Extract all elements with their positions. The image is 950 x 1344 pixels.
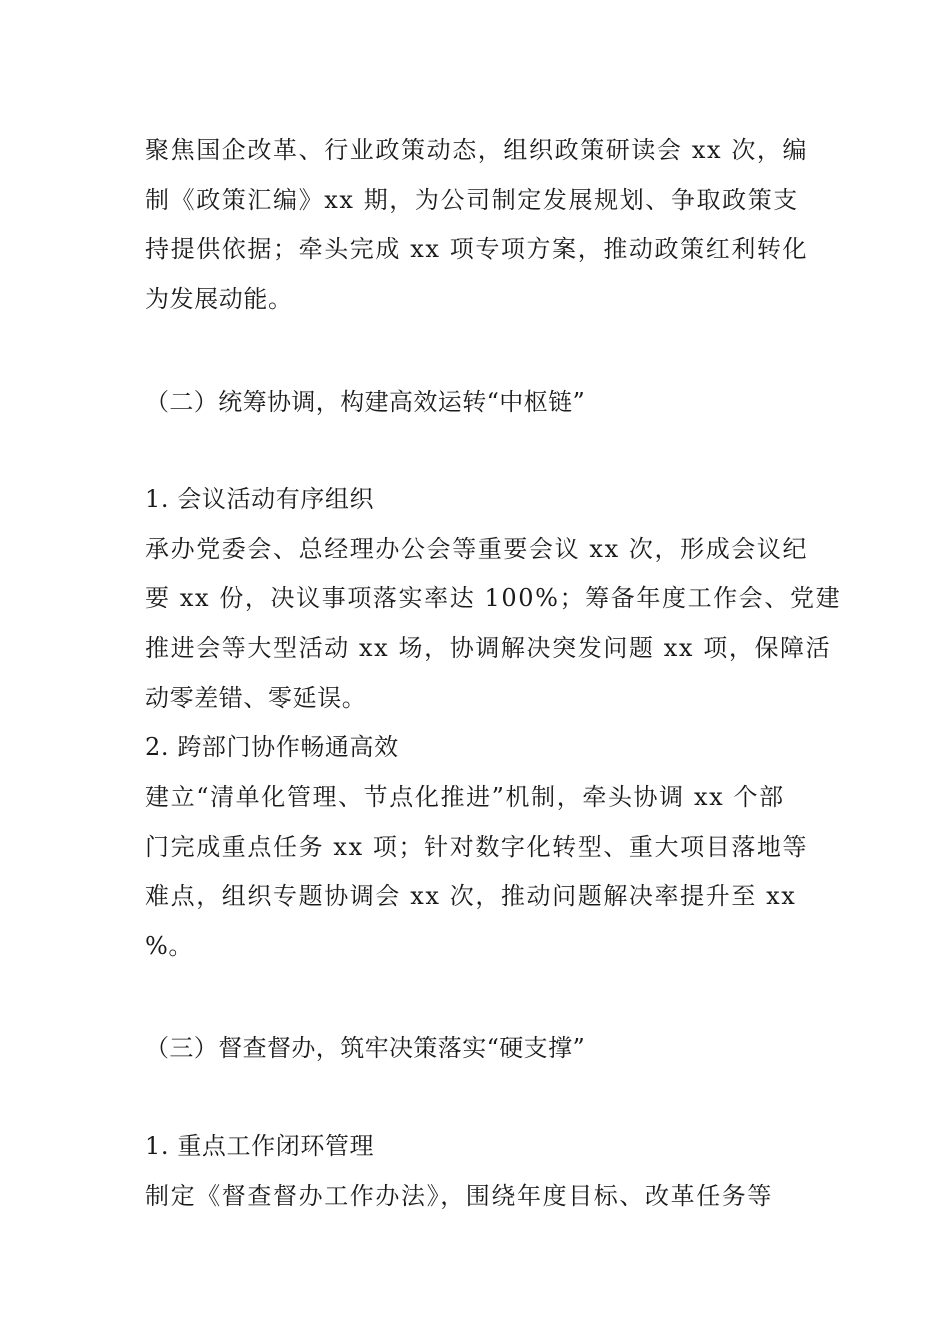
subsection-heading: 2. 跨部门协作畅通高效 [145, 733, 399, 761]
paragraph-line: 制《政策汇编》xx 期，为公司制定发展规划、争取政策支 [145, 186, 799, 214]
paragraph-line: 持提供依据；牵头完成 xx 项专项方案，推动政策红利转化 [145, 235, 809, 263]
section-heading: （二）统筹协调，构建高效运转“中枢链” [145, 388, 586, 416]
section-heading: （三）督查督办，筑牢决策落实“硬支撑” [145, 1034, 586, 1062]
paragraph-line: 承办党委会、总经理办公会等重要会议 xx 次，形成会议纪 [145, 535, 809, 563]
paragraph-line: 制定《督查督办工作办法》，围绕年度目标、改革任务等 [145, 1182, 773, 1210]
paragraph-line: 动零差错、零延误。 [145, 684, 367, 712]
paragraph-line: 难点，组织专题协调会 xx 次，推动问题解决率提升至 xx [145, 882, 797, 910]
subsection-heading: 1. 重点工作闭环管理 [145, 1132, 375, 1160]
paragraph-line: 为发展动能。 [145, 285, 293, 313]
paragraph-line: 推进会等大型活动 xx 场，协调解决突发问题 xx 项，保障活 [145, 634, 832, 662]
subsection-heading: 1. 会议活动有序组织 [145, 485, 375, 513]
paragraph-line: 要 xx 份，决议事项落实率达 100%；筹备年度工作会、党建 [145, 584, 842, 612]
paragraph-line: 聚焦国企改革、行业政策动态，组织政策研读会 xx 次，编 [145, 136, 809, 164]
paragraph-line: 建立“清单化管理、节点化推进”机制，牵头协调 xx 个部 [145, 783, 785, 811]
paragraph-line: 门完成重点任务 xx 项；针对数字化转型、重大项目落地等 [145, 833, 809, 861]
paragraph-line: %。 [145, 932, 194, 960]
